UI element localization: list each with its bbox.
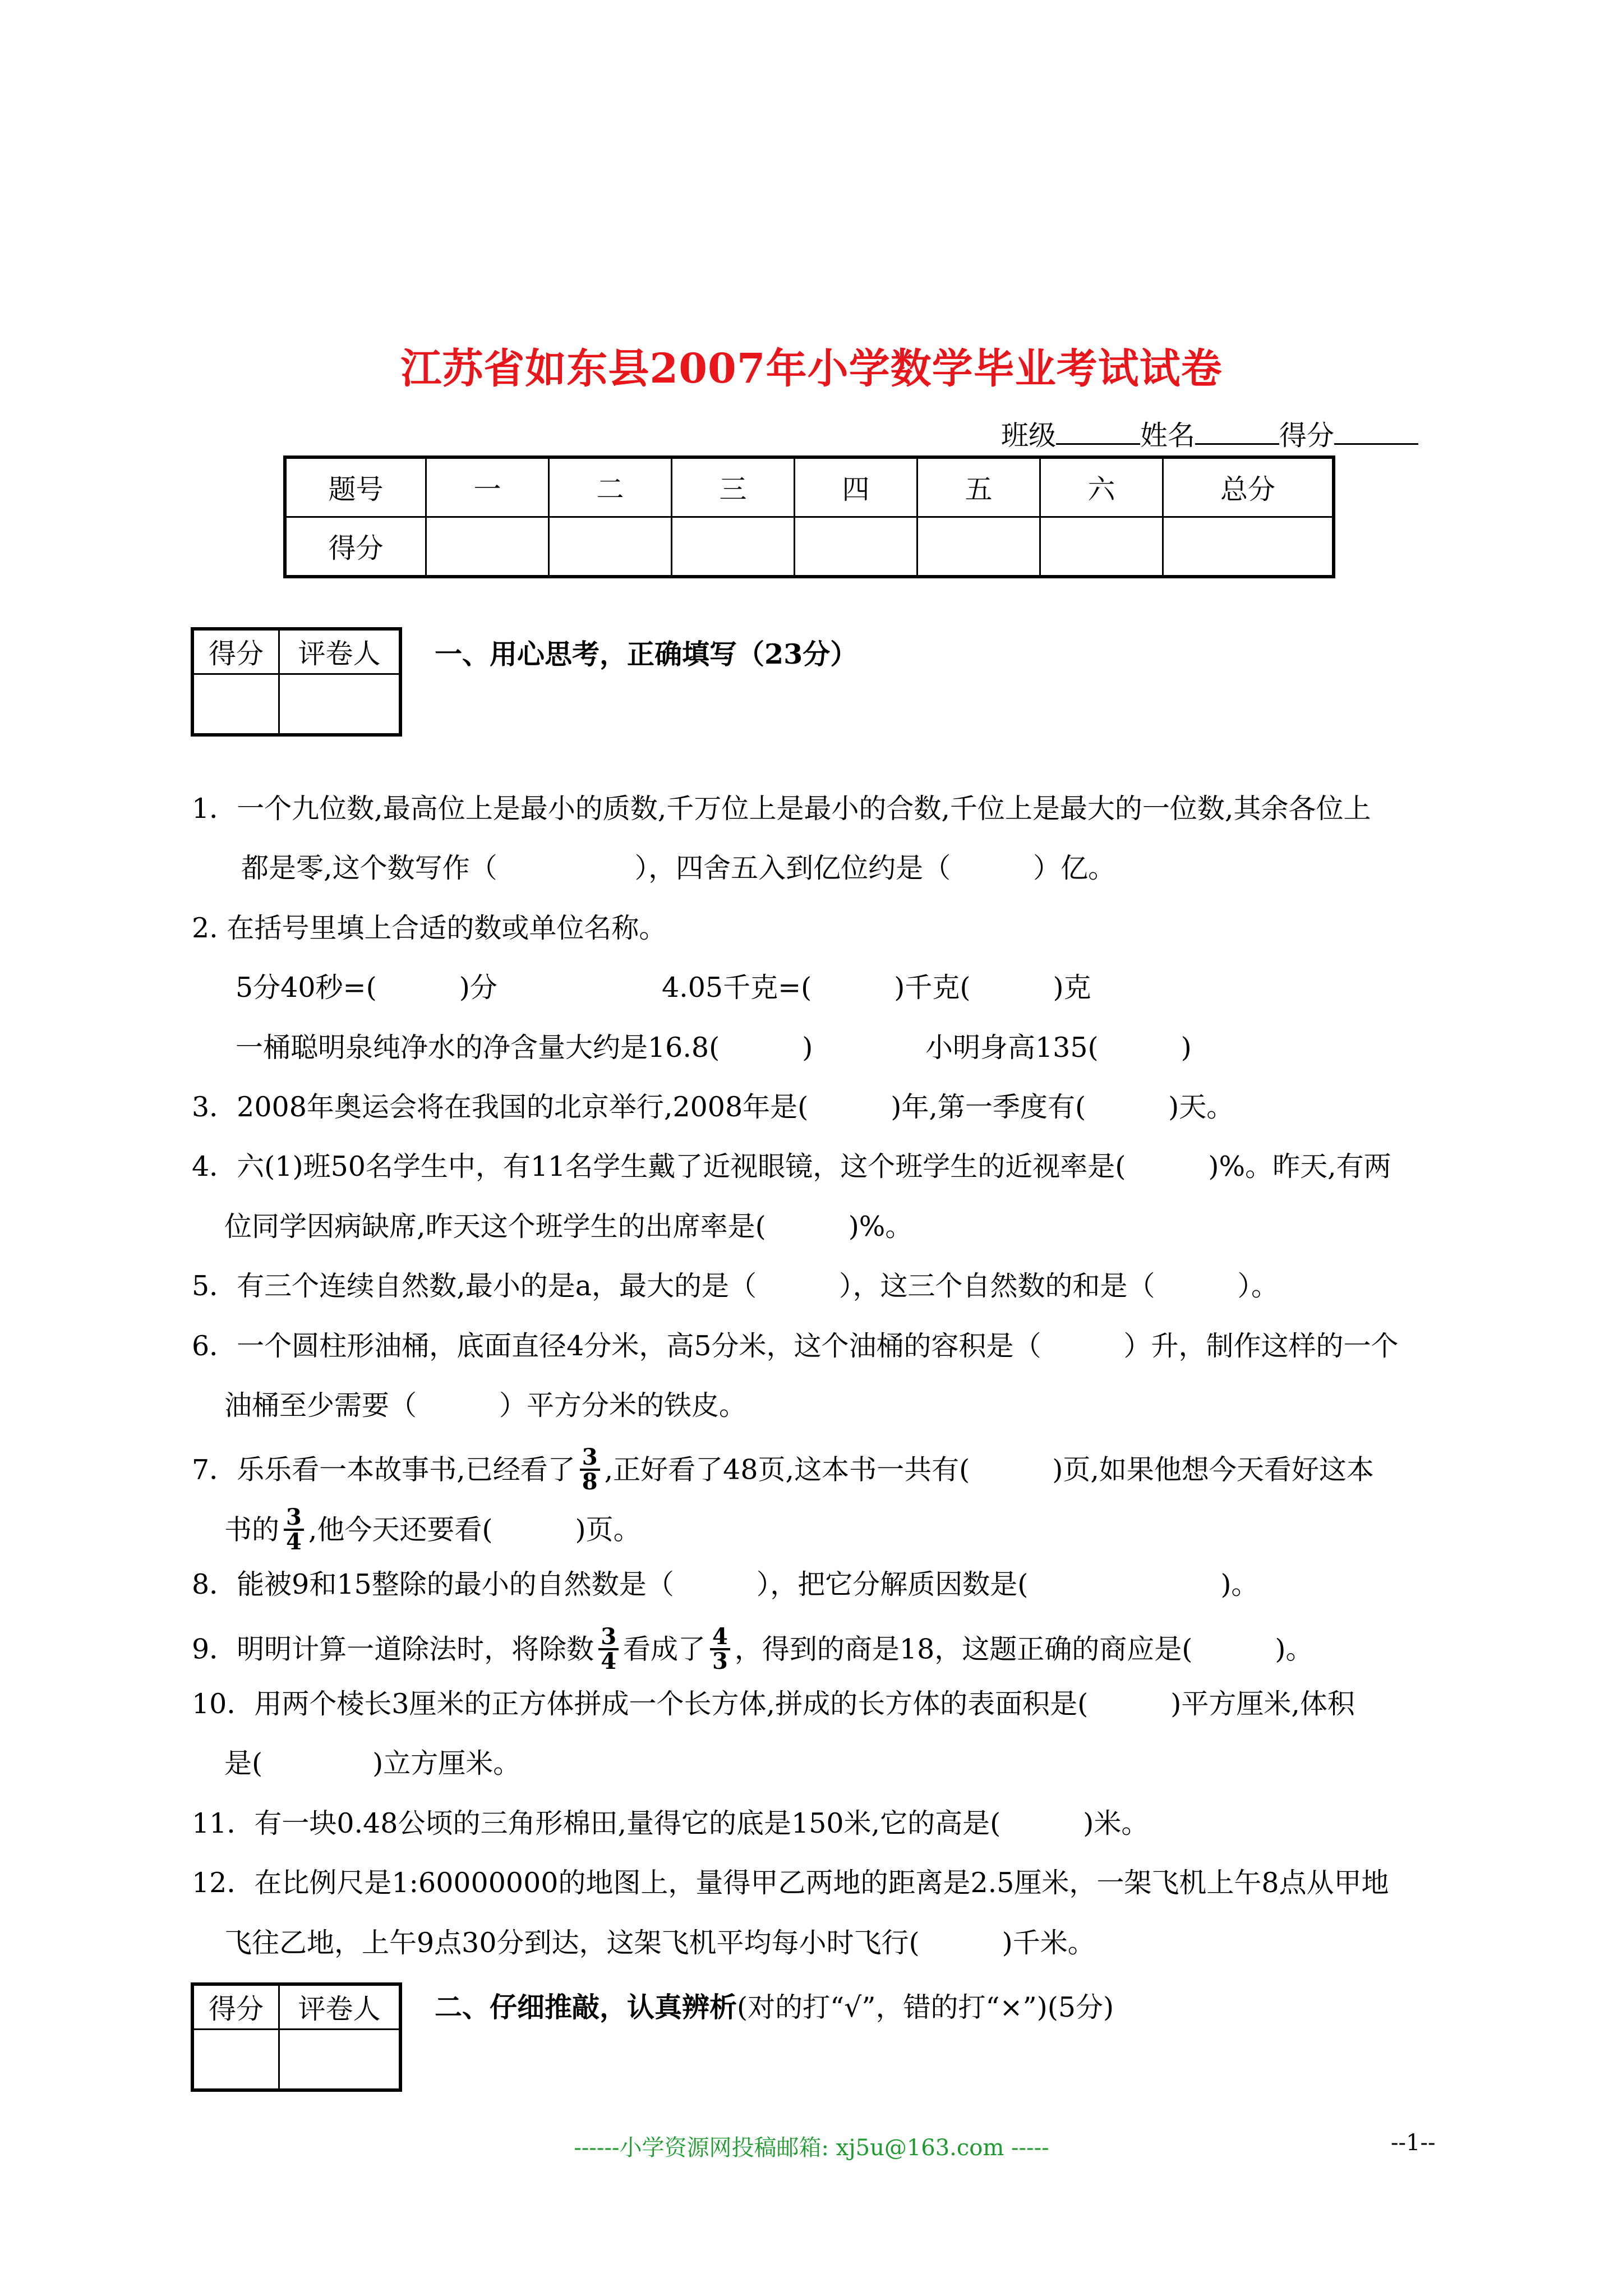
section-2-instructions: (对的打“√”，错的打“×”)(5分) (737, 1991, 1114, 2023)
question-2-part-c: 一桶聪明泉纯净水的净含量大约是16.8( ) (236, 1032, 813, 1064)
question-10-line-2: 是( )立方厘米。 (224, 1747, 521, 1779)
score-cell[interactable] (426, 517, 549, 577)
question-7-line-2 (224, 1504, 641, 1556)
q9-text-a: 9．明明计算一道除法时，将除数 (192, 1633, 594, 1665)
q9-text-b: 看成了 (623, 1633, 706, 1665)
grader-name-cell[interactable] (279, 2030, 401, 2091)
section-2-title (435, 1986, 1114, 2025)
column-cell: 二 (549, 457, 672, 517)
question-2-part-b: 4.05千克=( )千克( )克 (662, 972, 1091, 1004)
question-6-line-2: 油桶至少需要（ ）平方分米的铁皮。 (224, 1389, 747, 1421)
score-blank[interactable] (1334, 418, 1418, 445)
column-cell: 四 (795, 457, 917, 517)
footer-contact: ------小学资源网投稿邮箱: xj5u@163.com ----- (574, 2135, 1049, 2161)
question-4-line-1: 4．六(1)班50名学生中，有11名学生戴了近视眼镜，这个班学生的近视率是( )%。昨天,有两 (192, 1151, 1391, 1182)
question-4-line-2: 位同学因病缺席,昨天这个班学生的出席率是( )%。 (224, 1211, 913, 1243)
question-9 (192, 1623, 1313, 1675)
fraction-4-3: $\frac{4}{3}$ (710, 1626, 730, 1673)
question-3: 3．2008年奥运会将在我国的北京举行,2008年是( )年,第一季度有( )天。 (192, 1091, 1234, 1123)
student-info (1001, 414, 1418, 453)
question-7-line-1 (192, 1444, 1374, 1496)
grader-box-2 (191, 1982, 402, 2092)
class-label: 班级 (1001, 420, 1057, 452)
name-label: 姓名 (1140, 420, 1196, 452)
score-cell[interactable] (549, 517, 672, 577)
grader-score-cell[interactable] (192, 674, 279, 735)
page-number: --1-- (1391, 2130, 1436, 2156)
question-2-part-a: 5分40秒=( )分 (236, 972, 497, 1004)
q7-text-b: ,正好看了48页,这本书一共有( )页,如果他想今天看好这本 (604, 1453, 1374, 1486)
question-10-line-1: 10．用两个棱长3厘米的正方体拼成一个长方体,拼成的长方体的表面积是( )平方厘米,体积 (192, 1688, 1355, 1720)
question-1-line-2: 都是零,这个数写作（ ），四舍五入到亿位约是（ ）亿。 (241, 852, 1116, 884)
fraction-3-4: $\frac{3}{4}$ (284, 1506, 304, 1553)
section-1-title: 一、用心思考，正确填写（23分） (435, 638, 858, 670)
q7-text-d: ,他今天还要看( )页。 (308, 1513, 641, 1546)
score-table-header-row (285, 457, 1334, 517)
grader-box-1 (191, 627, 402, 737)
score-cell[interactable] (1040, 517, 1163, 577)
grader-name-label: 评卷人 (279, 1984, 401, 2030)
question-11: 11．有一块0.48公顷的三角形棉田,量得它的底是150米,它的高是( )米。 (192, 1807, 1149, 1839)
column-cell: 总分 (1163, 457, 1334, 517)
score-cell[interactable] (795, 517, 917, 577)
question-5: 5．有三个连续自然数,最小的是a，最大的是（ ），这三个自然数的和是（ ）。 (192, 1270, 1279, 1302)
question-1-line-1: 1．一个九位数,最高位上是最小的质数,千万位上是最小的合数,千位上是最大的一位数,其余各位上 (192, 793, 1371, 825)
score-label: 得分 (1279, 420, 1335, 452)
question-12-line-1: 12．在比例尺是1:60000000的地图上，量得甲乙两地的距离是2.5厘米，一架飞机上午8点从甲地 (192, 1867, 1389, 1899)
question-2-line-1: 2. 在括号里填上合适的数或单位名称。 (192, 912, 667, 944)
q7-text-c: 书的 (224, 1513, 280, 1546)
column-cell: 一 (426, 457, 549, 517)
header-label-cell: 题号 (285, 457, 426, 517)
score-cell[interactable] (1163, 517, 1334, 577)
grader-score-label: 得分 (192, 1984, 279, 2030)
section-2-heading: 二、仔细推敲，认真辨析 (435, 1991, 737, 2023)
score-cell[interactable] (672, 517, 795, 577)
question-2-part-d: 小明身高135( ) (925, 1032, 1192, 1064)
fraction-3-4-divisor: $\frac{3}{4}$ (598, 1626, 619, 1673)
score-table (283, 455, 1335, 578)
fraction-3-8: $\frac{3}{8}$ (580, 1446, 600, 1493)
grader-score-cell[interactable] (192, 2030, 279, 2091)
score-table-score-row (285, 517, 1334, 577)
page-title: 江苏省如东县2007年小学数学毕业考试试卷 (400, 344, 1223, 393)
score-cell[interactable] (917, 517, 1040, 577)
grader-name-label: 评卷人 (279, 629, 401, 674)
question-6-line-1: 6．一个圆柱形油桶，底面直径4分米，高5分米，这个油桶的容积是（ ）升，制作这样的一个 (192, 1330, 1399, 1362)
name-blank[interactable] (1195, 418, 1279, 445)
grader-name-cell[interactable] (279, 674, 401, 735)
column-cell: 五 (917, 457, 1040, 517)
question-12-line-2: 飞往乙地，上午9点30分到达，这架飞机平均每小时飞行( )千米。 (224, 1927, 1095, 1959)
column-cell: 三 (672, 457, 795, 517)
row-label-cell: 得分 (285, 517, 426, 577)
question-8: 8．能被9和15整除的最小的自然数是（ ），把它分解质因数是( )。 (192, 1568, 1259, 1600)
q9-text-c: ，得到的商是18，这题正确的商应是( )。 (734, 1633, 1313, 1665)
grader-score-label: 得分 (192, 629, 279, 674)
column-cell: 六 (1040, 457, 1163, 517)
q7-text-a: 7．乐乐看一本故事书,已经看了 (192, 1453, 575, 1486)
class-blank[interactable] (1056, 418, 1140, 445)
